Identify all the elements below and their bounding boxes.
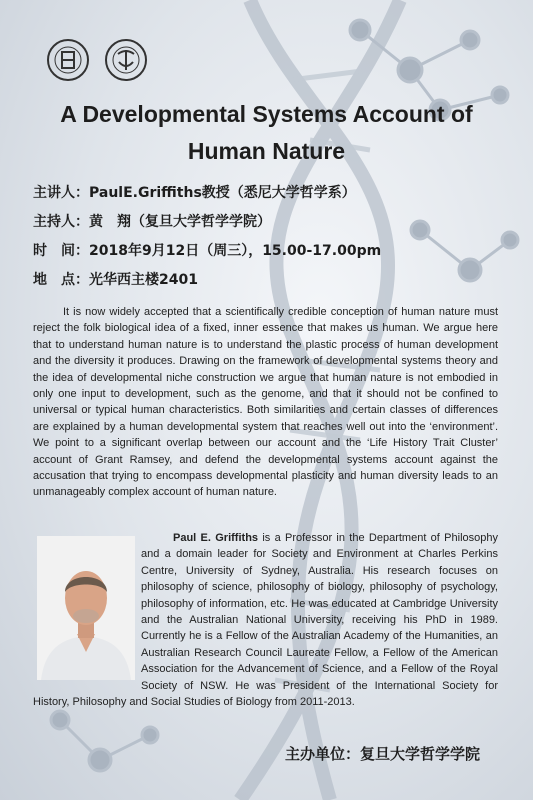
- place-line: 地 点：光华西主楼2401: [33, 272, 198, 288]
- speaker-bio: [33, 530, 498, 710]
- event-info: [33, 182, 503, 298]
- title-line-2: Human Nature: [187, 138, 346, 164]
- speaker-name: Paul E. Griffiths: [173, 532, 259, 544]
- speaker-line: 主讲人：PaulE.Griffiths教授（悉尼大学哲学系）: [33, 185, 356, 201]
- abstract-paragraph: It is now widely accepted that a scientifically credible conception of human nature must reject the folk biological idea of a fixed, inner essence that makes us human. We argue here that to understand human nature is to understand the plastic process of human development and the diversity it produces. Drawing on the framework of developmental systems theory and the idea of developmental niche construction we argue that human nature is not embodied in only one input to development, such as the genome, and that it should not be confined to universal or typical human characteristics. Both similarities and certain classes of differences are explained by a human developmental system that reaches well out into the ‘environment’. We point to a significant overlap between our account and the ‘Life History Trait Cluster’ account of Grant Ramsey, and defend the developmental systems account against the accusation that trying to encompass developmental plasticity and human diversity leads to an unmanageably complex account of human nature.: [33, 306, 498, 499]
- logo-group: [46, 38, 148, 82]
- page-title: [0, 96, 533, 170]
- fudan-university-logo: [46, 38, 90, 82]
- time-line: 时 间：2018年9月12日（周三），15.00-17.00pm: [33, 243, 382, 259]
- school-of-philosophy-logo: [104, 38, 148, 82]
- organizer-line: 主办单位：复旦大学哲学学院: [285, 745, 481, 763]
- speaker-bio-text: is a Professor in the Department of Philosophy and a domain leader for Society and Environment at Charles Perkins Centre, University of Sydney, Australia. His research focuses on philosophy of science, philosophy of biology, philosophy of psychology, philosophy of information, etc. He was educated at Cambridge University and the Australian National University, receiving his PhD in 1989. Currently he is a Fellow of the Australian Academy of the Humanities, an Australian Research Council Laureate Fellow, a Fellow of the American Association for the Advancement of Science, and a Fellow of the Royal Society of NSW. He was President of the International Society for History, Philosophy and Social Studies of Biology from 2011-2013.: [33, 532, 498, 709]
- host-line: 主持人：黄 翔（复旦大学哲学学院）: [33, 214, 271, 230]
- title-line-1: A Developmental Systems Account of: [60, 101, 473, 127]
